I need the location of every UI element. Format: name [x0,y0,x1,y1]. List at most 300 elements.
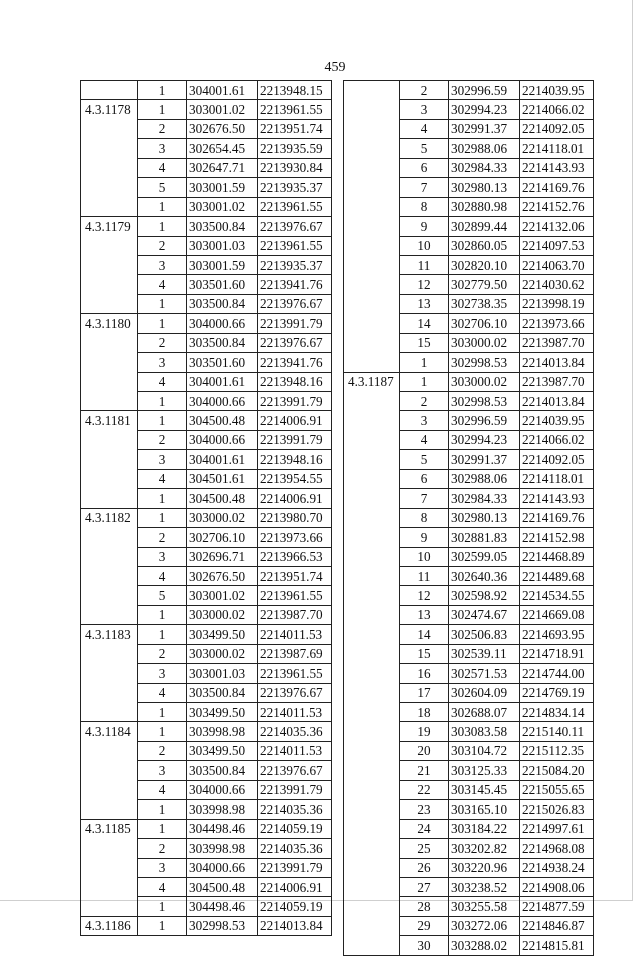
point-number-cell: 2 [138,839,187,858]
point-number-cell: 1 [138,703,187,722]
y-coordinate-cell: 2213991.79 [258,858,332,877]
group-id-cell [344,683,400,702]
group-id-cell [344,800,400,819]
x-coordinate-cell: 303000.02 [187,508,258,527]
y-coordinate-cell: 2213941.76 [258,353,332,372]
table-row [81,839,332,858]
group-id-cell [344,858,400,877]
x-coordinate-cell: 303220.96 [449,858,520,877]
y-coordinate-cell: 2214534.55 [520,586,594,605]
table-row [344,139,594,158]
group-id-cell [81,353,138,372]
table-row [344,178,594,197]
point-number-cell: 5 [138,586,187,605]
table-row [344,275,594,294]
x-coordinate-cell: 303001.03 [187,236,258,255]
x-coordinate-cell: 303288.02 [449,936,520,955]
group-id-cell [81,255,138,274]
table-row [81,178,332,197]
table-row [81,411,332,430]
group-id-cell [344,877,400,896]
group-id-cell: 4.3.1185 [81,819,138,838]
group-id-cell [344,566,400,585]
point-number-cell: 1 [138,897,187,916]
point-number-cell: 7 [400,489,449,508]
group-id-cell [344,547,400,566]
group-id-cell [81,528,138,547]
table-row [344,450,594,469]
group-id-cell [344,450,400,469]
table-row [81,547,332,566]
table-row [344,722,594,741]
y-coordinate-cell: 2213935.37 [258,255,332,274]
group-id-cell [81,839,138,858]
y-coordinate-cell: 2214118.01 [520,139,594,158]
y-coordinate-cell: 2213987.70 [258,605,332,624]
point-number-cell: 4 [138,372,187,391]
point-number-cell: 1 [400,372,449,391]
y-coordinate-cell: 2213961.55 [258,586,332,605]
point-number-cell: 1 [138,392,187,411]
point-number-cell: 17 [400,683,449,702]
point-number-cell: 3 [138,664,187,683]
group-id-cell [344,605,400,624]
x-coordinate-cell: 303255.58 [449,897,520,916]
group-id-cell [81,139,138,158]
point-number-cell: 1 [138,411,187,430]
group-id-cell [81,197,138,216]
x-coordinate-cell: 302860.05 [449,236,520,255]
group-id-cell [344,897,400,916]
group-id-cell: 4.3.1179 [81,217,138,236]
point-number-cell: 25 [400,839,449,858]
table-row [81,566,332,585]
x-coordinate-cell: 303001.03 [187,664,258,683]
x-coordinate-cell: 302640.36 [449,566,520,585]
x-coordinate-cell: 303083.58 [449,722,520,741]
y-coordinate-cell: 2214169.76 [520,178,594,197]
group-id-cell [81,236,138,255]
table-row [81,314,332,333]
x-coordinate-cell: 303000.02 [449,372,520,391]
table-row [81,333,332,352]
group-id-cell [81,489,138,508]
table-row [344,605,594,624]
group-id-cell [344,644,400,663]
point-number-cell: 11 [400,566,449,585]
point-number-cell: 4 [400,430,449,449]
x-coordinate-cell: 302991.37 [449,119,520,138]
y-coordinate-cell: 2214669.08 [520,605,594,624]
y-coordinate-cell: 2215026.83 [520,800,594,819]
table-row [81,528,332,547]
y-coordinate-cell: 2214908.06 [520,877,594,896]
table-row [81,916,332,935]
group-id-cell [344,703,400,722]
x-coordinate-cell: 303998.98 [187,839,258,858]
y-coordinate-cell: 2214877.59 [520,897,594,916]
point-number-cell: 30 [400,936,449,955]
point-number-cell: 2 [138,644,187,663]
x-coordinate-cell: 302688.07 [449,703,520,722]
point-number-cell: 22 [400,780,449,799]
x-coordinate-cell: 302696.71 [187,547,258,566]
point-number-cell: 1 [138,314,187,333]
table-row [81,372,332,391]
table-row [344,877,594,896]
point-number-cell: 3 [400,100,449,119]
point-number-cell: 29 [400,916,449,935]
table-row [344,761,594,780]
point-number-cell: 1 [138,294,187,313]
group-id-cell [344,178,400,197]
table-row [344,411,594,430]
point-number-cell: 5 [138,178,187,197]
group-id-cell [344,839,400,858]
group-id-cell [81,858,138,877]
y-coordinate-cell: 2214468.89 [520,547,594,566]
x-coordinate-cell: 302820.10 [449,255,520,274]
group-id-cell [81,664,138,683]
x-coordinate-cell: 303238.52 [449,877,520,896]
table-row [344,314,594,333]
point-number-cell: 13 [400,294,449,313]
group-id-cell [344,664,400,683]
point-number-cell: 6 [400,158,449,177]
point-number-cell: 3 [138,450,187,469]
group-id-cell [81,780,138,799]
x-coordinate-cell: 304501.61 [187,469,258,488]
x-coordinate-cell: 303001.02 [187,100,258,119]
x-coordinate-cell: 304000.66 [187,314,258,333]
y-coordinate-cell: 2214011.53 [258,703,332,722]
y-coordinate-cell: 2213951.74 [258,566,332,585]
group-id-cell [344,139,400,158]
y-coordinate-cell: 2214039.95 [520,81,594,100]
table-row [81,877,332,896]
point-number-cell: 1 [138,197,187,216]
point-number-cell: 1 [138,100,187,119]
table-row [81,800,332,819]
point-number-cell: 2 [138,333,187,352]
point-number-cell: 10 [400,236,449,255]
group-id-cell [81,158,138,177]
table-row [344,119,594,138]
x-coordinate-cell: 304000.66 [187,780,258,799]
x-coordinate-cell: 302539.11 [449,644,520,663]
point-number-cell: 1 [138,217,187,236]
point-number-cell: 1 [138,819,187,838]
group-id-cell [344,430,400,449]
x-coordinate-cell: 302706.10 [449,314,520,333]
table-row [81,489,332,508]
x-coordinate-cell: 302988.06 [449,139,520,158]
table-row [81,469,332,488]
y-coordinate-cell: 2213976.67 [258,294,332,313]
point-number-cell: 12 [400,275,449,294]
page-number: 459 [324,60,346,75]
table-row [344,839,594,858]
table-row [81,139,332,158]
y-coordinate-cell: 2214039.95 [520,411,594,430]
group-id-cell [344,197,400,216]
x-coordinate-cell: 303125.33 [449,761,520,780]
y-coordinate-cell: 2214092.05 [520,450,594,469]
table-row [344,469,594,488]
group-id-cell [81,644,138,663]
x-coordinate-cell: 303499.50 [187,741,258,760]
y-coordinate-cell: 2213948.15 [258,81,332,100]
table-row [344,294,594,313]
point-number-cell: 2 [138,741,187,760]
x-coordinate-cell: 303165.10 [449,800,520,819]
y-coordinate-cell: 2214092.05 [520,119,594,138]
y-coordinate-cell: 2214744.00 [520,664,594,683]
y-coordinate-cell: 2213966.53 [258,547,332,566]
x-coordinate-cell: 304498.46 [187,819,258,838]
x-coordinate-cell: 303501.60 [187,353,258,372]
point-number-cell: 3 [400,411,449,430]
x-coordinate-cell: 303000.02 [449,333,520,352]
table-row [81,897,332,916]
group-id-cell [344,119,400,138]
table-row [344,528,594,547]
x-coordinate-cell: 304001.61 [187,450,258,469]
x-coordinate-cell: 302998.53 [449,353,520,372]
x-coordinate-cell: 304500.48 [187,877,258,896]
x-coordinate-cell: 302899.44 [449,217,520,236]
x-coordinate-cell: 302598.92 [449,586,520,605]
table-row [81,508,332,527]
group-id-cell [344,294,400,313]
group-id-cell [81,430,138,449]
y-coordinate-cell: 2214997.61 [520,819,594,838]
x-coordinate-cell: 302706.10 [187,528,258,547]
table-row [344,158,594,177]
y-coordinate-cell: 2213991.79 [258,314,332,333]
point-number-cell: 4 [138,683,187,702]
group-id-cell [81,119,138,138]
left-coordinates-table [80,80,332,936]
point-number-cell: 3 [138,858,187,877]
group-id-cell [344,255,400,274]
y-coordinate-cell: 2214030.62 [520,275,594,294]
table-row [81,255,332,274]
x-coordinate-cell: 304500.48 [187,489,258,508]
table-row [81,353,332,372]
x-coordinate-cell: 302984.33 [449,158,520,177]
point-number-cell: 5 [400,450,449,469]
x-coordinate-cell: 303499.50 [187,703,258,722]
y-coordinate-cell: 2214938.24 [520,858,594,877]
group-id-cell [344,353,400,372]
x-coordinate-cell: 302991.37 [449,450,520,469]
y-coordinate-cell: 2214059.19 [258,819,332,838]
table-row [81,780,332,799]
y-coordinate-cell: 2214693.95 [520,625,594,644]
point-number-cell: 14 [400,314,449,333]
point-number-cell: 8 [400,197,449,216]
point-number-cell: 1 [400,353,449,372]
point-number-cell: 19 [400,722,449,741]
y-coordinate-cell: 2213976.67 [258,333,332,352]
y-coordinate-cell: 2213976.67 [258,761,332,780]
table-row [81,197,332,216]
y-coordinate-cell: 2213961.55 [258,664,332,683]
group-id-cell [81,761,138,780]
point-number-cell: 7 [400,178,449,197]
x-coordinate-cell: 302994.23 [449,430,520,449]
x-coordinate-cell: 304000.66 [187,858,258,877]
group-id-cell [81,372,138,391]
group-id-cell [344,314,400,333]
x-coordinate-cell: 303000.02 [187,644,258,663]
x-coordinate-cell: 302880.98 [449,197,520,216]
table-row [344,703,594,722]
point-number-cell: 4 [138,469,187,488]
y-coordinate-cell: 2213951.74 [258,119,332,138]
x-coordinate-cell: 302738.35 [449,294,520,313]
x-coordinate-cell: 302676.50 [187,566,258,585]
point-number-cell: 28 [400,897,449,916]
x-coordinate-cell: 304000.66 [187,392,258,411]
point-number-cell: 23 [400,800,449,819]
group-id-cell: 4.3.1187 [344,372,400,391]
point-number-cell: 5 [400,139,449,158]
table-row [81,81,332,100]
y-coordinate-cell: 2214035.36 [258,839,332,858]
group-id-cell: 4.3.1180 [81,314,138,333]
y-coordinate-cell: 2214132.06 [520,217,594,236]
x-coordinate-cell: 302654.45 [187,139,258,158]
point-number-cell: 26 [400,858,449,877]
table-row [81,158,332,177]
x-coordinate-cell: 302984.33 [449,489,520,508]
x-coordinate-cell: 303500.84 [187,683,258,702]
y-coordinate-cell: 2214846.87 [520,916,594,935]
y-coordinate-cell: 2214815.81 [520,936,594,955]
y-coordinate-cell: 2213961.55 [258,197,332,216]
y-coordinate-cell: 2213991.79 [258,780,332,799]
point-number-cell: 12 [400,586,449,605]
group-id-cell [81,703,138,722]
table-row [344,372,594,391]
table-row [81,644,332,663]
x-coordinate-cell: 302996.59 [449,81,520,100]
point-number-cell: 1 [138,81,187,100]
group-id-cell [344,158,400,177]
table-row [344,353,594,372]
group-id-cell [344,236,400,255]
y-coordinate-cell: 2213973.66 [258,528,332,547]
x-coordinate-cell: 302779.50 [449,275,520,294]
x-coordinate-cell: 304498.46 [187,897,258,916]
y-coordinate-cell: 2213987.70 [520,372,594,391]
y-coordinate-cell: 2213976.67 [258,683,332,702]
y-coordinate-cell: 2214968.08 [520,839,594,858]
x-coordinate-cell: 304000.66 [187,430,258,449]
group-id-cell [81,605,138,624]
x-coordinate-cell: 304001.61 [187,372,258,391]
x-coordinate-cell: 302474.67 [449,605,520,624]
x-coordinate-cell: 302599.05 [449,547,520,566]
group-id-cell [344,586,400,605]
point-number-cell: 3 [138,761,187,780]
table-row [344,916,594,935]
table-row [81,430,332,449]
point-number-cell: 4 [400,119,449,138]
x-coordinate-cell: 303500.84 [187,333,258,352]
table-row [81,392,332,411]
y-coordinate-cell: 2214834.14 [520,703,594,722]
point-number-cell: 1 [138,489,187,508]
table-row [344,566,594,585]
y-coordinate-cell: 2214006.91 [258,877,332,896]
x-coordinate-cell: 302604.09 [449,683,520,702]
group-id-cell: 4.3.1186 [81,916,138,935]
group-id-cell [81,469,138,488]
x-coordinate-cell: 302996.59 [449,411,520,430]
y-coordinate-cell: 2214152.76 [520,197,594,216]
group-id-cell [81,178,138,197]
point-number-cell: 15 [400,644,449,663]
table-row [344,100,594,119]
table-row [344,644,594,663]
y-coordinate-cell: 2213935.37 [258,178,332,197]
table-row [81,450,332,469]
table-row [344,780,594,799]
x-coordinate-cell: 303500.84 [187,761,258,780]
group-id-cell [344,936,400,955]
group-id-cell [344,100,400,119]
group-id-cell [344,761,400,780]
y-coordinate-cell: 2214489.68 [520,566,594,585]
point-number-cell: 13 [400,605,449,624]
table-row [81,664,332,683]
table-row [344,236,594,255]
y-coordinate-cell: 2213941.76 [258,275,332,294]
y-coordinate-cell: 2213935.59 [258,139,332,158]
group-id-cell [81,333,138,352]
x-coordinate-cell: 303499.50 [187,625,258,644]
group-id-cell [81,586,138,605]
y-coordinate-cell: 2214169.76 [520,508,594,527]
table-row [344,489,594,508]
x-coordinate-cell: 303104.72 [449,741,520,760]
group-id-cell [344,275,400,294]
group-id-cell [344,81,400,100]
table-row [81,819,332,838]
table-row [344,683,594,702]
group-id-cell [81,294,138,313]
point-number-cell: 3 [138,255,187,274]
point-number-cell: 2 [138,430,187,449]
y-coordinate-cell: 2214066.02 [520,100,594,119]
y-coordinate-cell: 2214063.70 [520,255,594,274]
group-id-cell: 4.3.1181 [81,411,138,430]
y-coordinate-cell: 2213948.16 [258,372,332,391]
group-id-cell [344,625,400,644]
table-row [344,897,594,916]
point-number-cell: 21 [400,761,449,780]
x-coordinate-cell: 304500.48 [187,411,258,430]
table-row [344,664,594,683]
point-number-cell: 4 [138,877,187,896]
point-number-cell: 3 [138,353,187,372]
table-row [81,858,332,877]
group-id-cell [344,489,400,508]
x-coordinate-cell: 302998.53 [187,916,258,935]
